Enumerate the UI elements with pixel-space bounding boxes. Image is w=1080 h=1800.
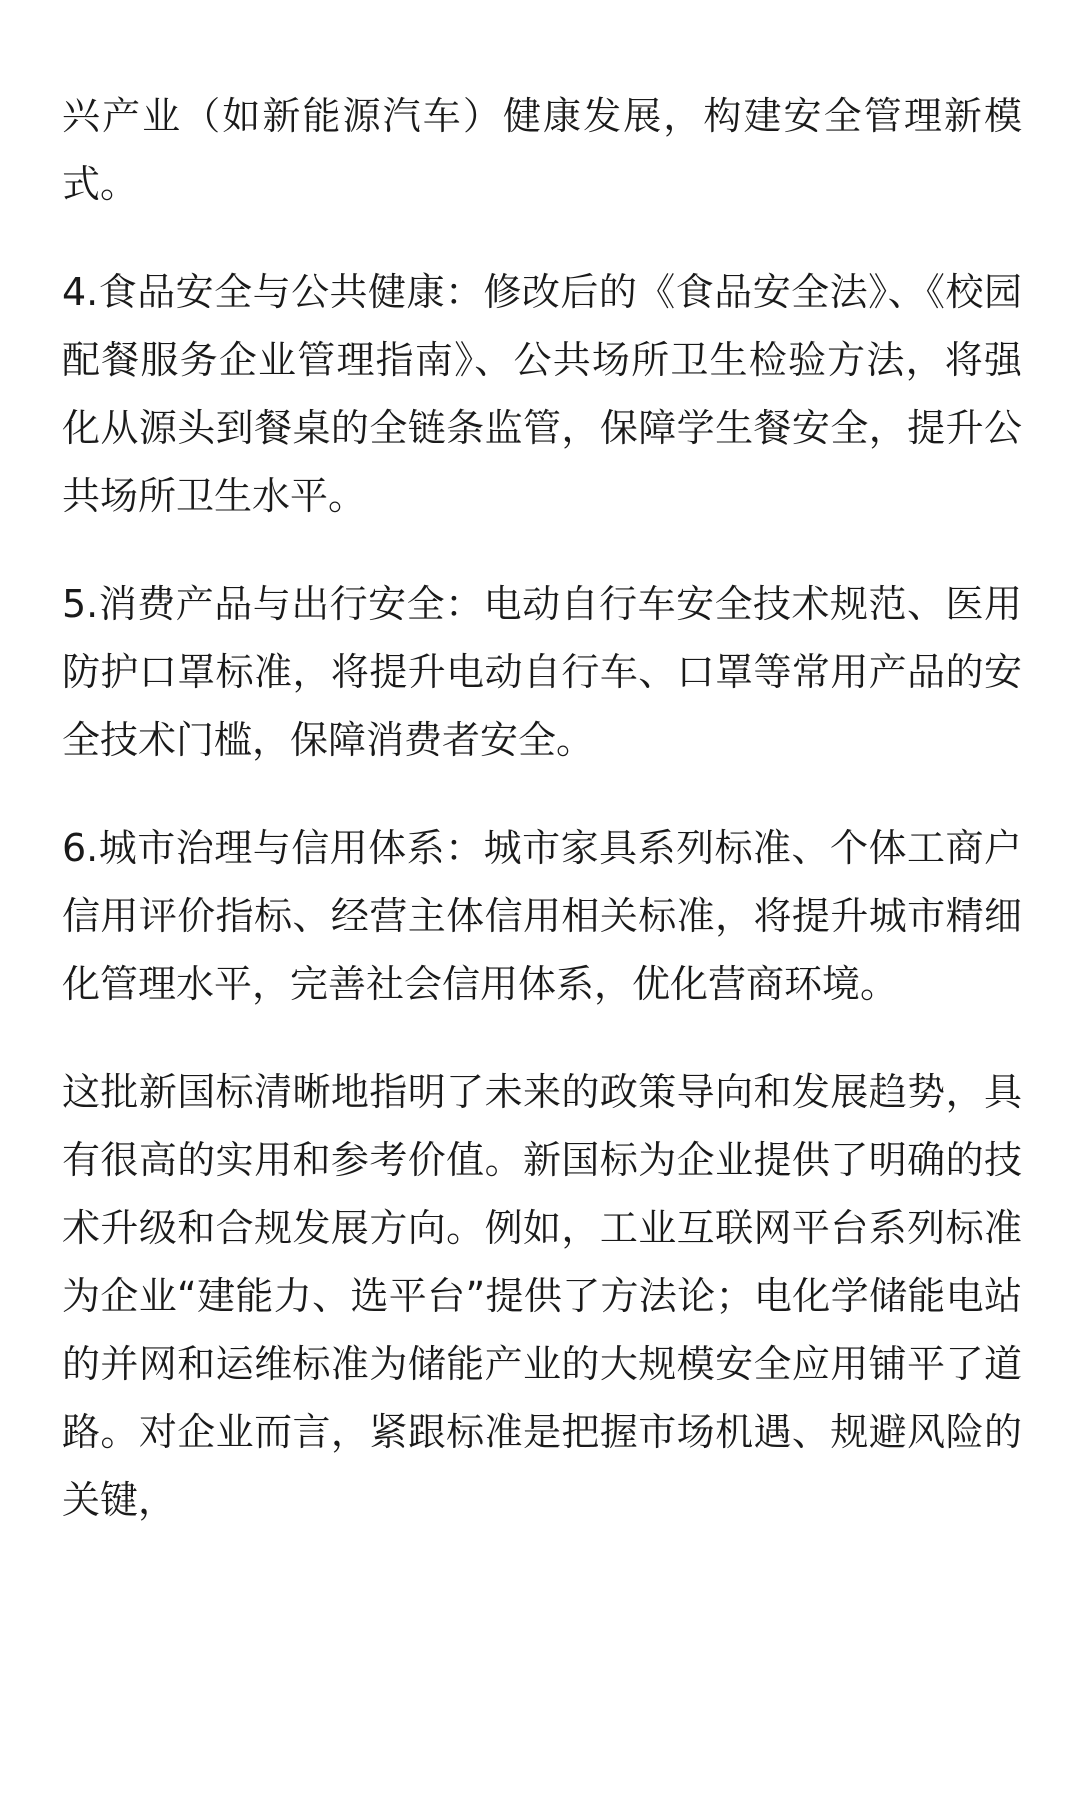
paragraph-food-safety: 4.食品安全与公共健康：修改后的《食品安全法》、《校园配餐服务企业管理指南》、公共场所卫生检验方法，将强化从源头到餐桌的全链条监管，保障学生餐安全，提升公共场所卫生水平。 <box>62 270 1022 518</box>
paragraph-urban-governance-credit: 6.城市治理与信用体系：城市家具系列标准、个体工商户信用评价指标、经营主体信用相关标准，将提升城市精细化管理水平，完善社会信用体系，优化营商环境。 <box>62 826 1022 1006</box>
article-body <box>62 82 1022 1574</box>
paragraph-summary: 这批新国标清晰地指明了未来的政策导向和发展趋势，具有很高的实用和参考价值。新国标为企业提供了明确的技术升级和合规发展方向。例如，工业互联网平台系列标准为企业“建能力、选平台”提供了方法论；电化学储能电站的并网和运维标准为储能产业的大规模安全应用铺平了道路。对企业而言，紧跟标准是把握市场机遇、规避风险的关键， <box>62 1070 1022 1522</box>
paragraph-consumer-product-safety: 5.消费产品与出行安全：电动自行车安全技术规范、医用防护口罩标准，将提升电动自行车、口罩等常用产品的安全技术门槛，保障消费者安全。 <box>62 582 1022 762</box>
paragraph-new-energy-continuation: 兴产业（如新能源汽车）健康发展，构建安全管理新模式。 <box>62 94 1022 206</box>
